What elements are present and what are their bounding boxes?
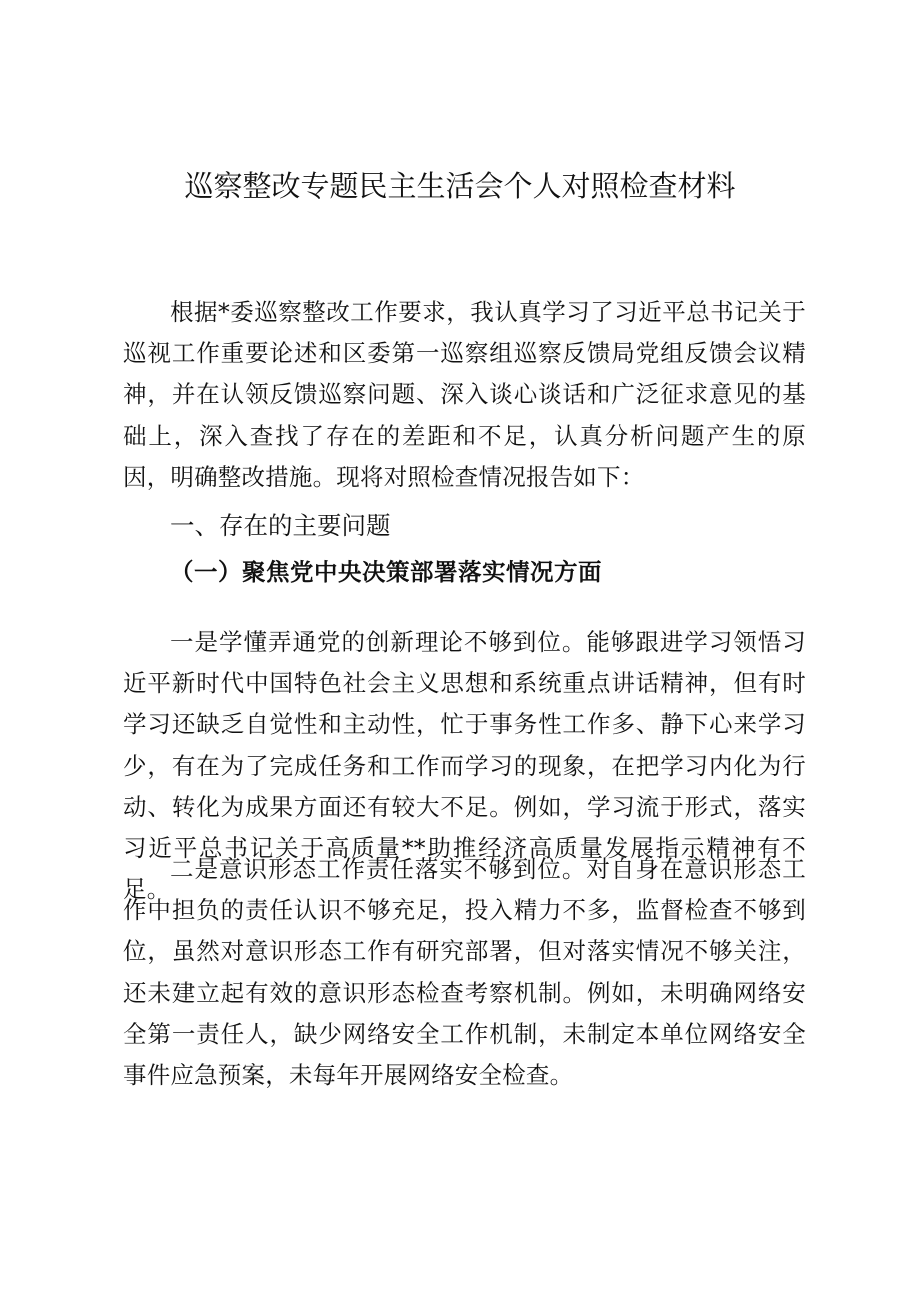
section-heading: 一、存在的主要问题 [170,511,391,540]
intro-paragraph: 根据*委巡察整改工作要求，我认真学习了习近平总书记关于巡视工作重要论述和区委第一巡察组巡察反馈局党组反馈会议精神，并在认领反馈巡察问题、深入谈心谈话和广泛征求意见的基础上，深入查找了存在的差距和不足，认真分析问题产生的原因，明确整改措施。现将对照检查情况报告如下： [123,298,806,491]
document-title: 巡察整改专题民主生活会个人对照检查材料 [184,169,736,203]
body-paragraph-1: 一是学懂弄通党的创新理论不够到位。能够跟进学习领悟习近平新时代中国特色社会主义思想和系统重点讲话精神，但有时学习还缺乏自觉性和主动性，忙于事务性工作多、静下心来学习少，有在为了完成任务和工作而学习的现象，在把学习内化为行动、转化为成果方面还有较大不足。例如，学习流于形式，落实习近平总书记关于高质量**助推经济高质量发展指示精神有不足。 [123,628,806,904]
subsection-heading: （一）聚焦党中央决策部署落实情况方面 [170,558,602,586]
body-paragraph-2: 二是意识形态工作责任落实不够到位。对自身在意识形态工作中担负的责任认识不够充足，投入精力不多，监督检查不够到位，虽然对意识形态工作有研究部署，但对落实情况不够关注，还未建立起有效的意识形态检查考察机制。例如，未明确网络安全第一责任人，缺少网络安全工作机制，未制定本单位网络安全事件应急预案，未每年开展网络安全检查。 [123,855,806,1090]
